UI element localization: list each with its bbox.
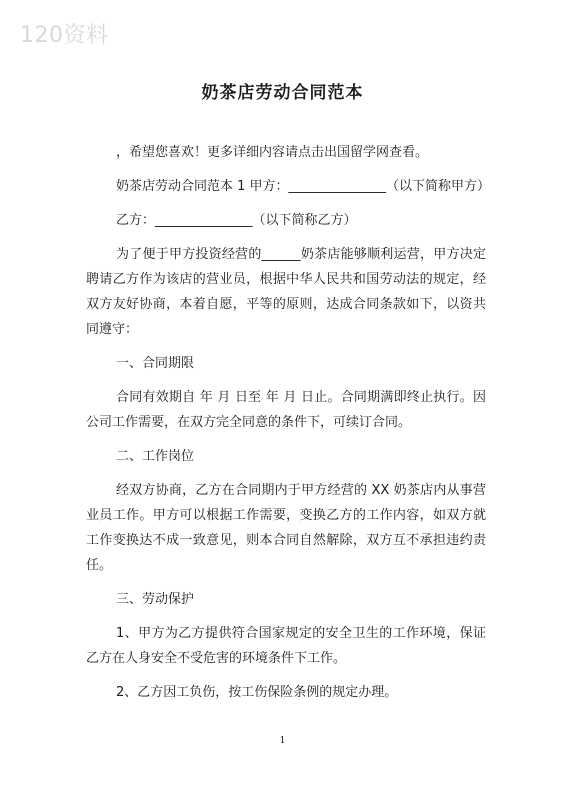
intro-paragraph: ，希望您喜欢！更多详细内容请点击出国留学网查看。 (116, 145, 429, 160)
document-body (86, 140, 491, 714)
watermark: 120资料 (20, 23, 109, 48)
contract-term-paragraph: 合同有效期自 年 月 日至 年 月 日止。合同期满即终止执行。因公司工作需要，在双方完全同意的条件下，可续订合同。 (86, 390, 486, 430)
page-number: 1 (279, 736, 286, 746)
job-position-paragraph: 经双方协商，乙方在合同期内于甲方经营的 XX 奶茶店内从事营业员工作。甲方可以根据工作需要，变换乙方的工作内容，如双方就工作变换达不成一致意见，则本合同自然解除，双方互不承担违约责任。 (86, 483, 486, 573)
section-heading-labor-protection: 三、劳动保护 (116, 592, 195, 607)
document-title: 奶茶店劳动合同范本 (201, 83, 364, 103)
labor-protection-item-1: 1、甲方为乙方提供符合国家规定的安全卫生的工作环境，保证乙方在人身安全不受危害的环境条件下工作。 (86, 626, 486, 666)
labor-protection-item-2: 2、乙方因工负伤，按工伤保险条例的规定办理。 (116, 685, 398, 700)
party-a-paragraph: 奶茶店劳动合同范本 1 甲方：_______________（以下简称甲方） (116, 179, 491, 194)
party-b-paragraph: 乙方：_______________（以下简称乙方） (116, 213, 357, 228)
section-heading-contract-term: 一、合同期限 (116, 356, 195, 371)
section-heading-job-position: 二、工作岗位 (116, 449, 195, 464)
preamble-paragraph: 为了便于甲方投资经营的______奶茶店能够顺利运营，甲方决定聘请乙方作为该店的营业员，根据中华人民共和国劳动法的规定，经双方友好协商，本着自愿，平等的原则，达成合同条款如下，以资共同遵守： (86, 247, 486, 337)
